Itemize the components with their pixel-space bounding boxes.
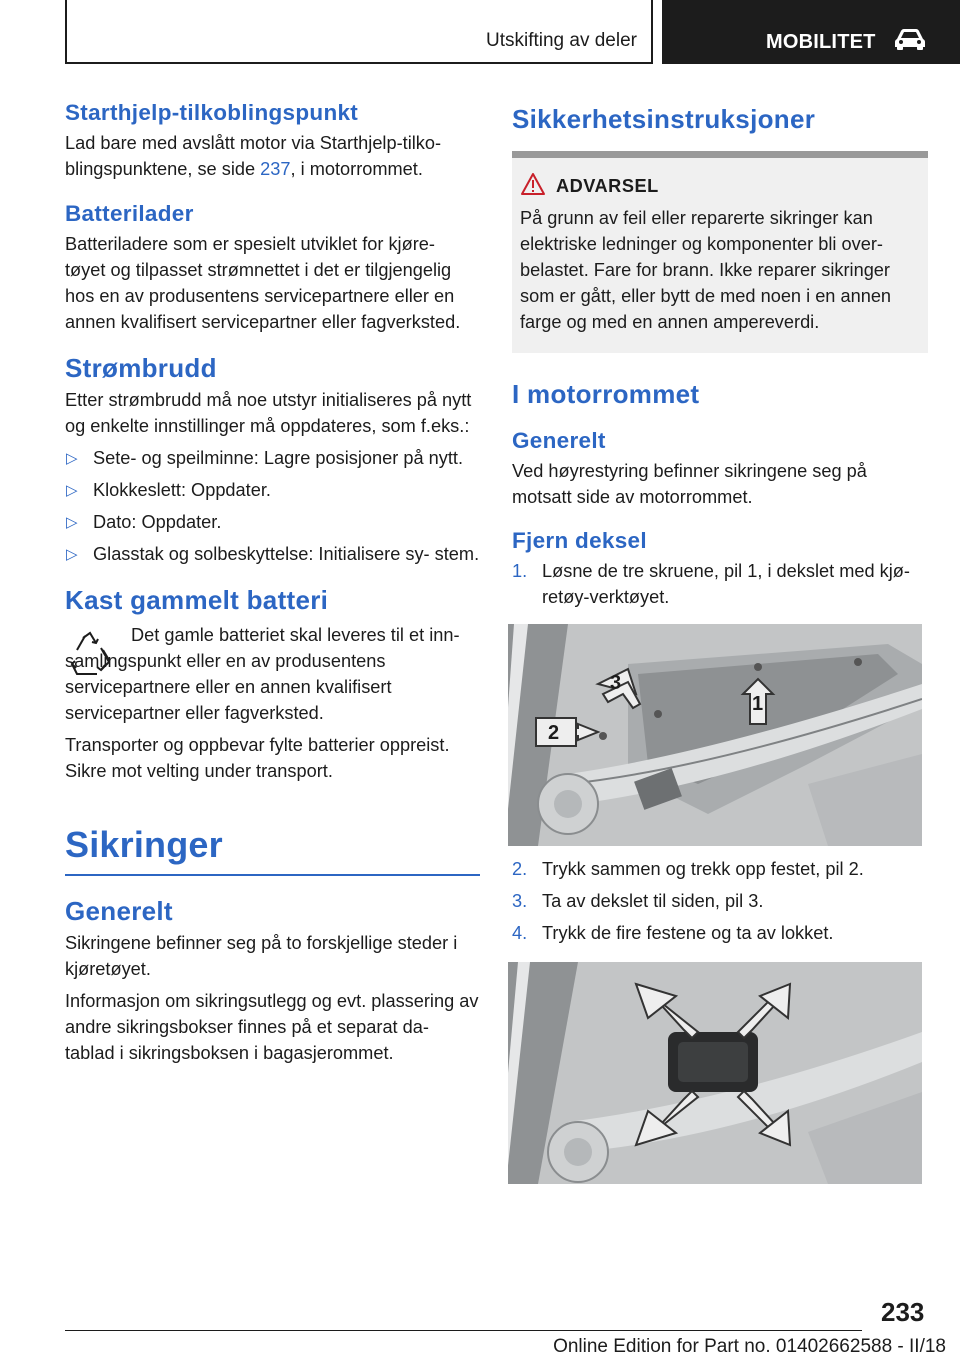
kast-text-2: Transporter og oppbevar fylte batterier oppreist. Sikre mot velting under transport. [65,735,450,781]
figure-label-2: 2 [548,722,560,744]
footer-rule [65,1330,862,1331]
page-number: 233 [881,1297,925,1327]
left-column [65,100,480,1066]
figure-label-3: 3 [610,672,622,694]
step-item [512,888,928,914]
step-text: Trykk de fire festene og ta av lokket. [542,923,834,943]
sikringer-generelt-heading: Generelt [65,896,173,926]
warning-title-text: ADVARSEL [556,176,659,196]
footer-edition: Online Edition for Part no. 01402662588 - II/18 [553,1336,946,1357]
list-item [65,477,480,503]
warning-triangle-icon [520,172,546,196]
warning-title [556,176,920,197]
sikringer-rule [65,874,480,876]
step-number: 1. [512,561,528,581]
engine-bay-figure-1 [508,624,922,846]
fuse-box-illustration [508,962,922,1184]
step-text: Løsne de tre skruene, pil 1, i dekslet med kjø- retøy-verktøyet. [542,561,910,607]
strombrudd-heading: Strømbrudd [65,353,217,383]
step-number: 2. [512,859,528,879]
list-item-text: Klokkeslett: Oppdater. [93,480,271,500]
bullet-triangle-icon: ▷ [66,450,78,467]
motor-generelt-heading: Generelt [512,428,606,453]
page-link-237[interactable]: 237 [260,159,291,179]
bullet-triangle-icon: ▷ [66,514,78,531]
step-text: Trykk sammen og trekk opp festet, pil 2. [542,859,864,879]
car-icon [894,28,926,50]
engine-bay-figure-2 [508,962,922,1184]
step-item [512,920,928,946]
bullet-triangle-icon: ▷ [66,546,78,563]
list-item [65,445,480,471]
starthjelp-heading: Starthjelp-tilkoblingspunkt [65,100,359,125]
step-number: 3. [512,891,528,911]
figure-label-1: 1 [752,693,764,715]
list-item-text: Dato: Oppdater. [93,512,222,532]
recycle-icon [65,630,115,680]
batterilader-text: Batteriladere som er spesielt utviklet for kjøre- tøyet og tilpasset strømnettet i det er tilgjengelig hos en av produsentens servicepartnere eller en annen kvalifisert servicepartner eller fagverksted. [65,234,461,332]
sikkerhet-heading: Sikkerhetsinstruksjoner [512,104,816,134]
step-text: Ta av dekslet til siden, pil 3. [542,891,764,911]
engine-bay-illustration [508,624,922,846]
sikringer-heading: Sikringer [65,824,223,865]
list-item-text: Glasstak og solbeskyttelse: Initialisere sy- stem. [93,544,480,564]
step-number: 4. [512,923,528,943]
bullet-triangle-icon: ▷ [66,482,78,499]
right-column [512,100,928,1184]
strombrudd-list [65,445,480,567]
strombrudd-text: Etter strømbrudd må noe utstyr initialiseres på nytt og enkelte innstillinger må oppdateres, som f.eks.: [65,390,472,436]
list-item-text: Sete- og speilminne: Lagre posisjoner på nytt. [93,448,464,468]
kast-heading: Kast gammelt batteri [65,585,329,615]
list-item [65,509,480,535]
warning-box [512,151,928,353]
header-tab [662,0,960,64]
step-item [512,558,928,610]
header-tab-label: MOBILITET [766,31,876,53]
kast-block [65,622,480,726]
sikringer-text-2: Informasjon om sikringsutlegg og evt. plassering av andre sikringsbokser finnes på et separat da- tablad i sikringsboksen i bagasjerommet. [65,991,479,1063]
sikringer-text-1: Sikringene befinner seg på to forskjellige steder i kjøretøyet. [65,933,458,979]
starthjelp-text-b: , i motorrommet. [290,159,423,179]
header-section-title: Utskifting av deler [485,30,637,51]
kast-text: Det gamle batteriet skal leveres til et inn- samlingspunkt eller en av produsentens servicepartnere eller en annen kvalifisert servicepartner eller fagverksted. [65,625,460,723]
motor-generelt-text: Ved høyrestyring befinner sikringene seg på motsatt side av motorrommet. [512,461,867,507]
warning-text: På grunn av feil eller reparerte sikringer kan elektriske ledninger og komponenter bli over- belastet. Fare for brann. Ikke reparer sikringer som er gått, eller bytt de med noen i en annen farge og med en annen ampereverdi. [520,208,892,332]
fjern-deksel-heading: Fjern deksel [512,528,647,553]
starthjelp-text [65,130,480,182]
batterilader-heading: Batterilader [65,201,194,226]
list-item [65,541,480,567]
header-frame [65,0,653,64]
starthjelp-text-a: Lad bare med avslått motor via Starthjelp-tilko- blingspunktene, se side [65,133,442,179]
motorrommet-heading: I motorrommet [512,379,700,409]
step-item [512,856,928,882]
